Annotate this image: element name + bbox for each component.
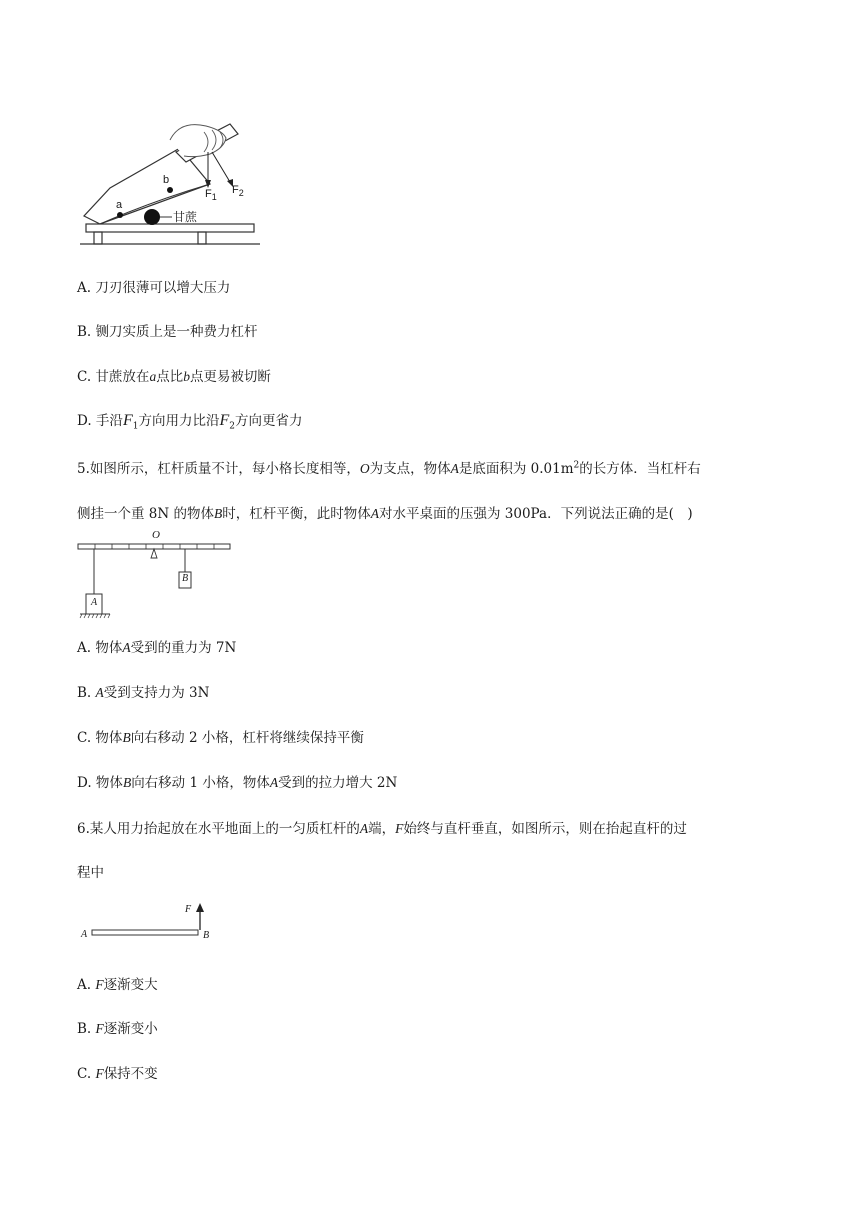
q4-option-a: A. 刀刃很薄可以增大压力 <box>77 280 231 296</box>
lever-label-a: A <box>91 597 98 608</box>
rod-label-f: F <box>185 904 192 915</box>
q5-option-d: D. 物体B向右移动 1 小格，物体A受到的拉力增大 2N <box>77 775 398 791</box>
rod-label-a: A <box>81 929 88 940</box>
fig4-label-cane: 甘蔗 <box>173 210 198 224</box>
q5-option-c: C. 物体B向右移动 2 小格，杠杆将继续保持平衡 <box>77 730 364 746</box>
rod-label-b: B <box>203 930 210 941</box>
q5-stem-line2: 侧挂一个重 8N 的物体B时，杠杆平衡，此时物体A对水平桌面的压强为 300Pa．下列说法正确的是( ) <box>77 506 693 522</box>
fig4-label-f1: $F_1$ <box>205 188 217 203</box>
q5-stem-line1: 5.如图所示，杠杆质量不计，每小格长度相等，O为支点，物体A是底面积为 $0.01m^2$的长方体．当杠杆右 <box>77 460 701 477</box>
q4-option-c: C. 甘蔗放在a点比b点更易被切断 <box>77 369 271 385</box>
q4-option-d: D. 手沿$F_1$方向用力比沿$F_2$方向更省力 <box>77 412 303 432</box>
fig4-label-a: a <box>116 199 123 211</box>
q4-option-b: B. 铡刀实质上是一种费力杠杆 <box>77 324 258 340</box>
rod-figure <box>90 900 210 945</box>
q6-stem-line1: 6.某人用力抬起放在水平地面上的一匀质杠杆的A端，F始终与直杆垂直，如图所示，则在抬起直杆的过 <box>77 821 687 837</box>
q6-option-c: C. F保持不变 <box>77 1066 158 1082</box>
q6-stem-line2: 程中 <box>77 865 104 881</box>
lever-label-b: B <box>182 573 189 584</box>
q5-option-a: A. 物体A受到的重力为 7N <box>77 640 237 656</box>
fig4-label-f2: $F_2$ <box>232 184 244 199</box>
q6-option-b: B. F逐渐变小 <box>77 1021 158 1037</box>
lever-figure <box>78 532 238 622</box>
q6-option-a: A. F逐渐变大 <box>77 977 158 993</box>
q5-option-b: B. A受到支持力为 3N <box>77 685 210 701</box>
fig4-label-b: b <box>163 174 170 186</box>
lever-label-o: O <box>152 529 160 541</box>
chopper-figure <box>80 112 260 252</box>
